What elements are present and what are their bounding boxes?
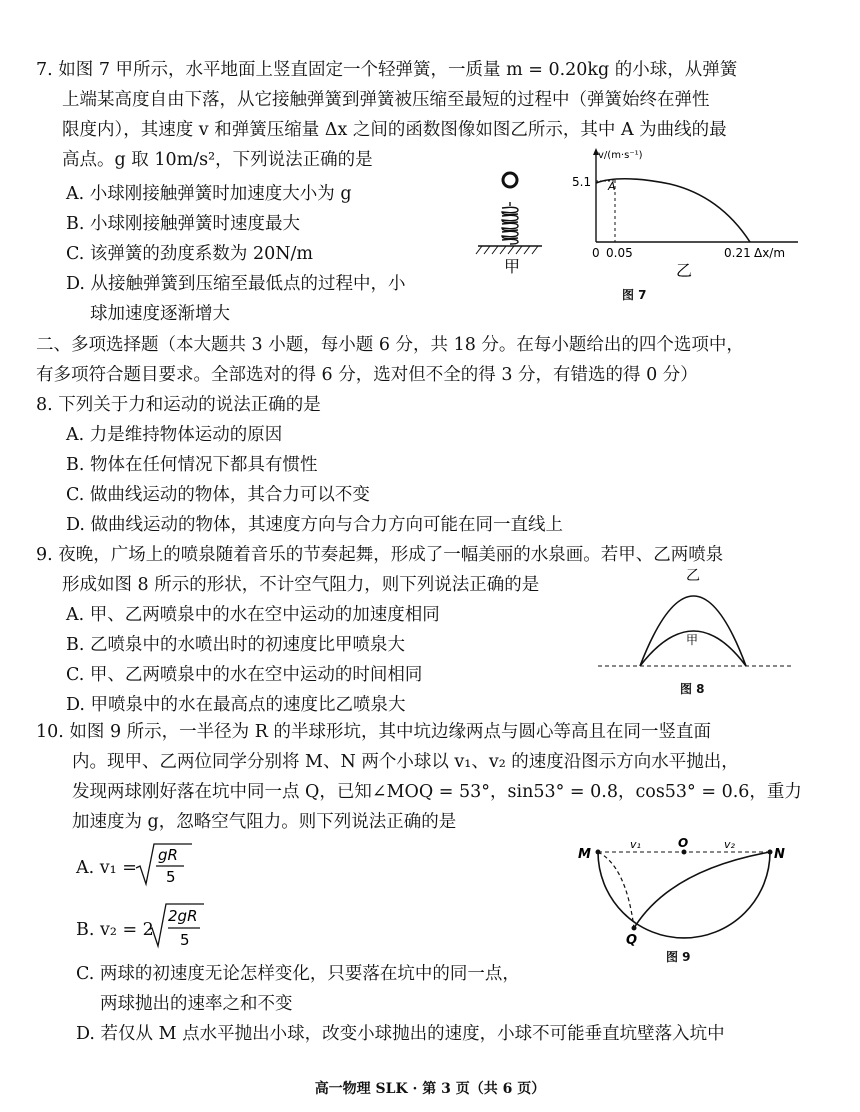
x-tick-021: 0.21 (724, 246, 751, 260)
svg-text:5: 5 (180, 931, 190, 949)
label-v1: v₁ (630, 838, 641, 851)
q7-line-4: 高点。g 取 10m/s²，下列说法正确的是 (62, 150, 373, 170)
svg-text:gR: gR (158, 846, 178, 864)
y-axis-label: v/(m·s⁻¹) (598, 150, 643, 161)
point-o (682, 850, 687, 855)
q9-line-2: 形成如图 8 所示的形状，不计空气阻力，则下列说法正确的是 (62, 575, 540, 595)
q7-option-d-cont: 球加速度逐渐增大 (90, 304, 230, 324)
label-n: N (774, 847, 785, 862)
q8-option-b: B. 物体在任何情况下都具有惯性 (66, 455, 318, 475)
q10-option-a-radical (134, 840, 194, 890)
q10-option-b-prefix: B. v₂ = 2 (76, 920, 154, 940)
figure-7-graph (560, 146, 810, 286)
velocity-curve (596, 179, 750, 242)
q7-line-3: 限度内），其速度 v 和弹簧压缩量 Δx 之间的函数图像如图乙所示，其中 A 为曲线的最 (62, 120, 727, 140)
trajectory-m (598, 852, 634, 928)
q10-option-c: C. 两球的初速度无论怎样变化，只要落在坑中的同一点， (76, 964, 520, 984)
q7-line-1: 7. 如图 7 甲所示，水平地面上竖直固定一个轻弹簧，一质量 m = 0.20kg 的小球，从弹簧 (36, 60, 738, 80)
q7-option-d: D. 从接触弹簧到压缩至最低点的过程中，小 (66, 274, 406, 294)
label-o: O (678, 836, 689, 850)
label-q: Q (626, 933, 638, 946)
q7-line-2: 上端某高度自由下落，从它接触弹簧到弹簧被压缩至最短的过程中（弹簧始终在弹性 (62, 90, 710, 110)
ball-icon (503, 173, 517, 187)
q9-line-1: 9. 夜晚，广场上的喷泉随着音乐的节奏起舞，形成了一幅美丽的水泉画。若甲、乙两喷泉 (36, 545, 724, 565)
point-a-label: A (608, 180, 616, 193)
figure-7-left-label: 甲 (504, 257, 521, 276)
figure-8-fountains (596, 566, 796, 676)
svg-text:2gR: 2gR (168, 907, 198, 925)
q10-line-1: 10. 如图 9 所示，一半径为 R 的半球形坑，其中坑边缘两点与圆心等高且在同一竖直面 (36, 722, 711, 742)
figure-7-caption: 图 7 (622, 288, 647, 302)
fountain-outer-label: 乙 (686, 568, 700, 584)
q8-option-a: A. 力是维持物体运动的原因 (66, 425, 283, 445)
section2-heading-line-2: 有多项符合题目要求。全部选对的得 6 分，选对但不全的得 3 分，有错选的得 0 分） (36, 365, 698, 385)
trajectory-n (634, 852, 770, 928)
section2-heading-line-1: 二、多项选择题（本大题共 3 小题，每小题 6 分，共 18 分。在每小题给出的四个选项中， (36, 335, 744, 355)
x-tick-0: 0 (592, 246, 600, 260)
q7-option-b: B. 小球刚接触弹簧时速度最大 (66, 214, 300, 234)
label-m: M (578, 847, 591, 862)
q8-option-c: C. 做曲线运动的物体，其合力可以不变 (66, 485, 370, 505)
q10-option-d: D. 若仅从 M 点水平抛出小球，改变小球抛出的速度，小球不可能垂直坑壁落入坑中 (76, 1024, 725, 1044)
figure-8-caption: 图 8 (680, 682, 705, 696)
figure-7-right-label: 乙 (676, 261, 693, 280)
fountain-inner-label: 甲 (686, 633, 699, 647)
q10-option-a-prefix: A. v₁ = (76, 858, 137, 878)
point-m (596, 850, 601, 855)
q8-option-d: D. 做曲线运动的物体，其速度方向与合力方向可能在同一直线上 (66, 515, 564, 535)
q9-option-a: A. 甲、乙两喷泉中的水在空中运动的加速度相同 (66, 605, 440, 625)
q9-option-c: C. 甲、乙两喷泉中的水在空中运动的时间相同 (66, 665, 423, 685)
q9-option-b: B. 乙喷泉中的水喷出时的初速度比甲喷泉大 (66, 635, 405, 655)
figure-9-caption: 图 9 (666, 950, 691, 964)
figure-9-hemisphere (574, 836, 794, 946)
q8-stem: 8. 下列关于力和运动的说法正确的是 (36, 395, 321, 415)
page-footer: 高一物理 SLK · 第 3 页（共 6 页） (314, 1081, 546, 1097)
q9-option-d: D. 甲喷泉中的水在最高点的速度比乙喷泉大 (66, 695, 406, 715)
spring-icon (502, 202, 518, 244)
point-q (632, 926, 637, 931)
x-axis-label: Δx/m (754, 246, 786, 260)
label-v2: v₂ (724, 838, 735, 851)
point-n (768, 850, 773, 855)
pit-arc (598, 852, 770, 938)
svg-text:5: 5 (166, 868, 176, 886)
q7-option-a: A. 小球刚接触弹簧时加速度大小为 g (66, 184, 352, 204)
q10-option-b-radical (146, 900, 206, 952)
x-tick-005: 0.05 (606, 246, 633, 260)
y-tick-label: 5.1 (572, 175, 592, 189)
q7-option-c: C. 该弹簧的劲度系数为 20N/m (66, 244, 314, 264)
q10-line-4: 加速度为 g，忽略空气阻力。则下列说法正确的是 (72, 812, 457, 832)
q10-line-3: 发现两球刚好落在坑中同一点 Q，已知∠MOQ = 53°，sin53° = 0.8，cos53° = 0.6，重力 (72, 782, 802, 802)
figure-7-spring (470, 168, 550, 278)
q10-line-2: 内。现甲、乙两位同学分别将 M、N 两个小球以 v₁、v₂ 的速度沿图示方向水平抛出， (72, 752, 739, 772)
q10-option-c-cont: 两球抛出的速率之和不变 (100, 994, 293, 1014)
